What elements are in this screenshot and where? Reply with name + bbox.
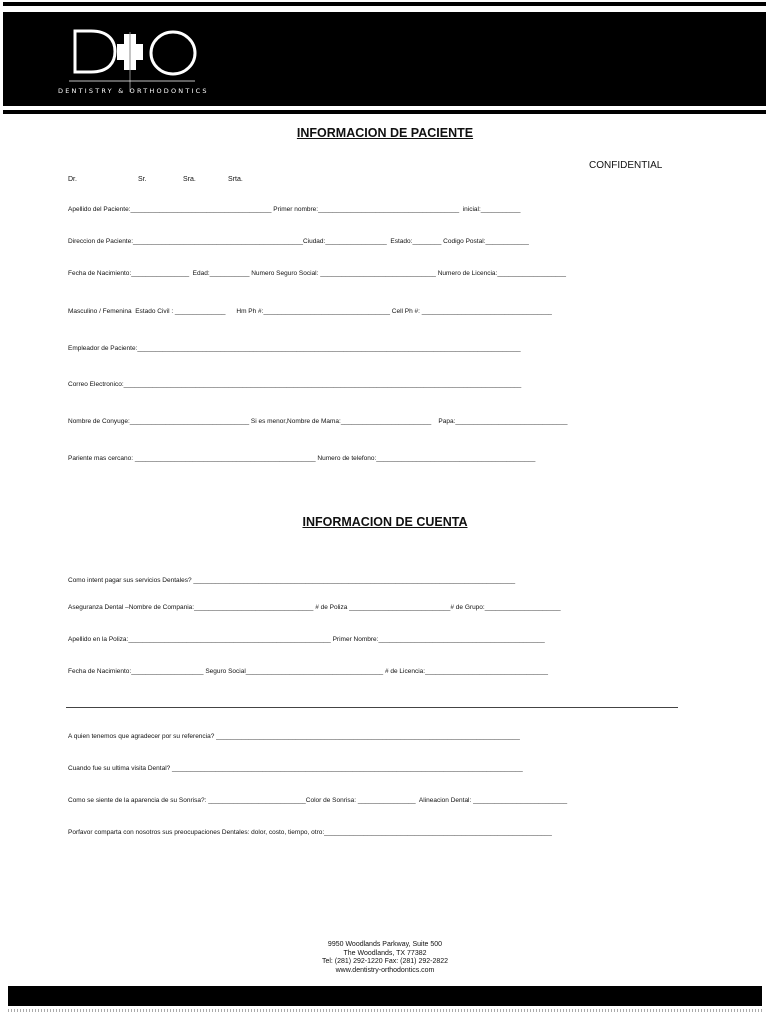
account-section-title: INFORMACION DE CUENTA: [302, 515, 468, 529]
patient-relative-line[interactable]: [68, 455, 680, 462]
patient-email-text: Correo Electronico:______________________________________________________________________________________________________________: [68, 381, 522, 388]
last-visit-line[interactable]: [68, 765, 680, 772]
insurance-company-text: Aseguranza Dental –Nombre de Compania:_________________________________ # de Poliza ____________________________# de Grupo:_____________________: [68, 604, 561, 611]
policy-holder-text: Apellido en la Poliza:________________________________________________________ Primer Nombre:______________________________________________: [68, 636, 545, 643]
concerns-line[interactable]: [68, 829, 680, 836]
footer-city: The Woodlands, TX 77382: [343, 949, 427, 957]
patient-address-line[interactable]: [68, 238, 680, 245]
logo: [3, 12, 263, 106]
footer-dotted-line: [8, 1009, 762, 1012]
concerns-text: Porfavor comparta con nosotros sus preocupaciones Dentales: dolor, costo, tiempo, otro:_______________________________________________________________: [68, 829, 552, 836]
holder-birth-line[interactable]: [68, 668, 680, 675]
smile-line[interactable]: [68, 797, 680, 804]
referral-text: A quien tenemos que agradecer por su referencia? ____________________________________________________________________________________: [68, 733, 520, 740]
insurance-company-line[interactable]: [68, 604, 680, 611]
header-banner: [3, 12, 766, 106]
patient-name-line[interactable]: [68, 206, 680, 213]
blank-rule: [66, 707, 678, 708]
patient-spouse-line[interactable]: [68, 418, 680, 425]
bottom-border-line: [3, 110, 766, 114]
patient-address-text: Direccion de Paciente:_______________________________________________Ciudad:_________________ Estado:________ Codigo Postal:____________: [68, 238, 529, 245]
salutation-srta[interactable]: Srta.: [228, 176, 243, 183]
footer-website[interactable]: www.dentistry-orthodontics.com: [335, 966, 435, 974]
payment-method-text: Como intent pagar sus servicios Dentales? _________________________________________________________________________________________: [68, 577, 516, 584]
last-visit-text: Cuando fue su ultima visita Dental? _________________________________________________________________________________________________: [68, 765, 523, 772]
logo-tagline: DENTISTRY & ORTHODONTICS: [58, 87, 209, 95]
referral-line[interactable]: [68, 733, 680, 740]
patient-section-title: INFORMACION DE PACIENTE: [296, 126, 474, 140]
footer-bar: [8, 986, 762, 1006]
patient-name-text: Apellido del Paciente:_______________________________________ Primer nombre:_______________________________________ inicial:___________: [68, 206, 521, 213]
patient-gender-text: Masculino / Femenina Estado Civil : ______________ Hm Ph #:___________________________________ Cell Ph #: ____________________________________: [68, 308, 552, 315]
patient-employer-text: Empleador de Paciente:__________________________________________________________________________________________________________: [68, 345, 521, 352]
patient-birth-text: Fecha de Nacimiento:________________ Edad:___________ Numero Seguro Social: ________________________________ Numero de Licencia:___________________: [68, 270, 567, 277]
footer-address: 9950 Woodlands Parkway, Suite 500: [327, 941, 443, 948]
patient-relative-text: Pariente mas cercano: __________________________________________________ Numero de telefono:____________________________________________: [68, 455, 536, 462]
patient-gender-line[interactable]: [68, 308, 680, 315]
smile-text: Como se siente de la aparencia de su Sonrisa?: ___________________________Color de Sonrisa: ________________ Alineacion Dental: __________________________: [68, 797, 568, 804]
salutation-sra[interactable]: Sra.: [183, 176, 196, 183]
salutation-sr[interactable]: Sr.: [138, 176, 147, 183]
confidential-label: CONFIDENTIAL: [589, 160, 663, 171]
top-border-line: [3, 2, 766, 6]
patient-email-line[interactable]: [68, 381, 680, 388]
salutation-dr[interactable]: Dr.: [68, 176, 77, 183]
footer-contact: [0, 941, 770, 975]
holder-birth-text: Fecha de Nacimiento:____________________ Seguro Social______________________________________ # de Licencia:__________________________________: [68, 668, 548, 675]
patient-employer-line[interactable]: [68, 345, 680, 352]
policy-holder-line[interactable]: [68, 636, 680, 643]
footer-phone: Tel: (281) 292-1220 Fax: (281) 292-2822: [321, 958, 449, 965]
patient-birth-line[interactable]: [68, 270, 680, 277]
patient-spouse-text: Nombre de Conyuge:_________________________________ Si es menor,Nombre de Mama:_________________________ Papa:_______________________________: [68, 418, 568, 425]
payment-method-line[interactable]: [68, 577, 680, 584]
